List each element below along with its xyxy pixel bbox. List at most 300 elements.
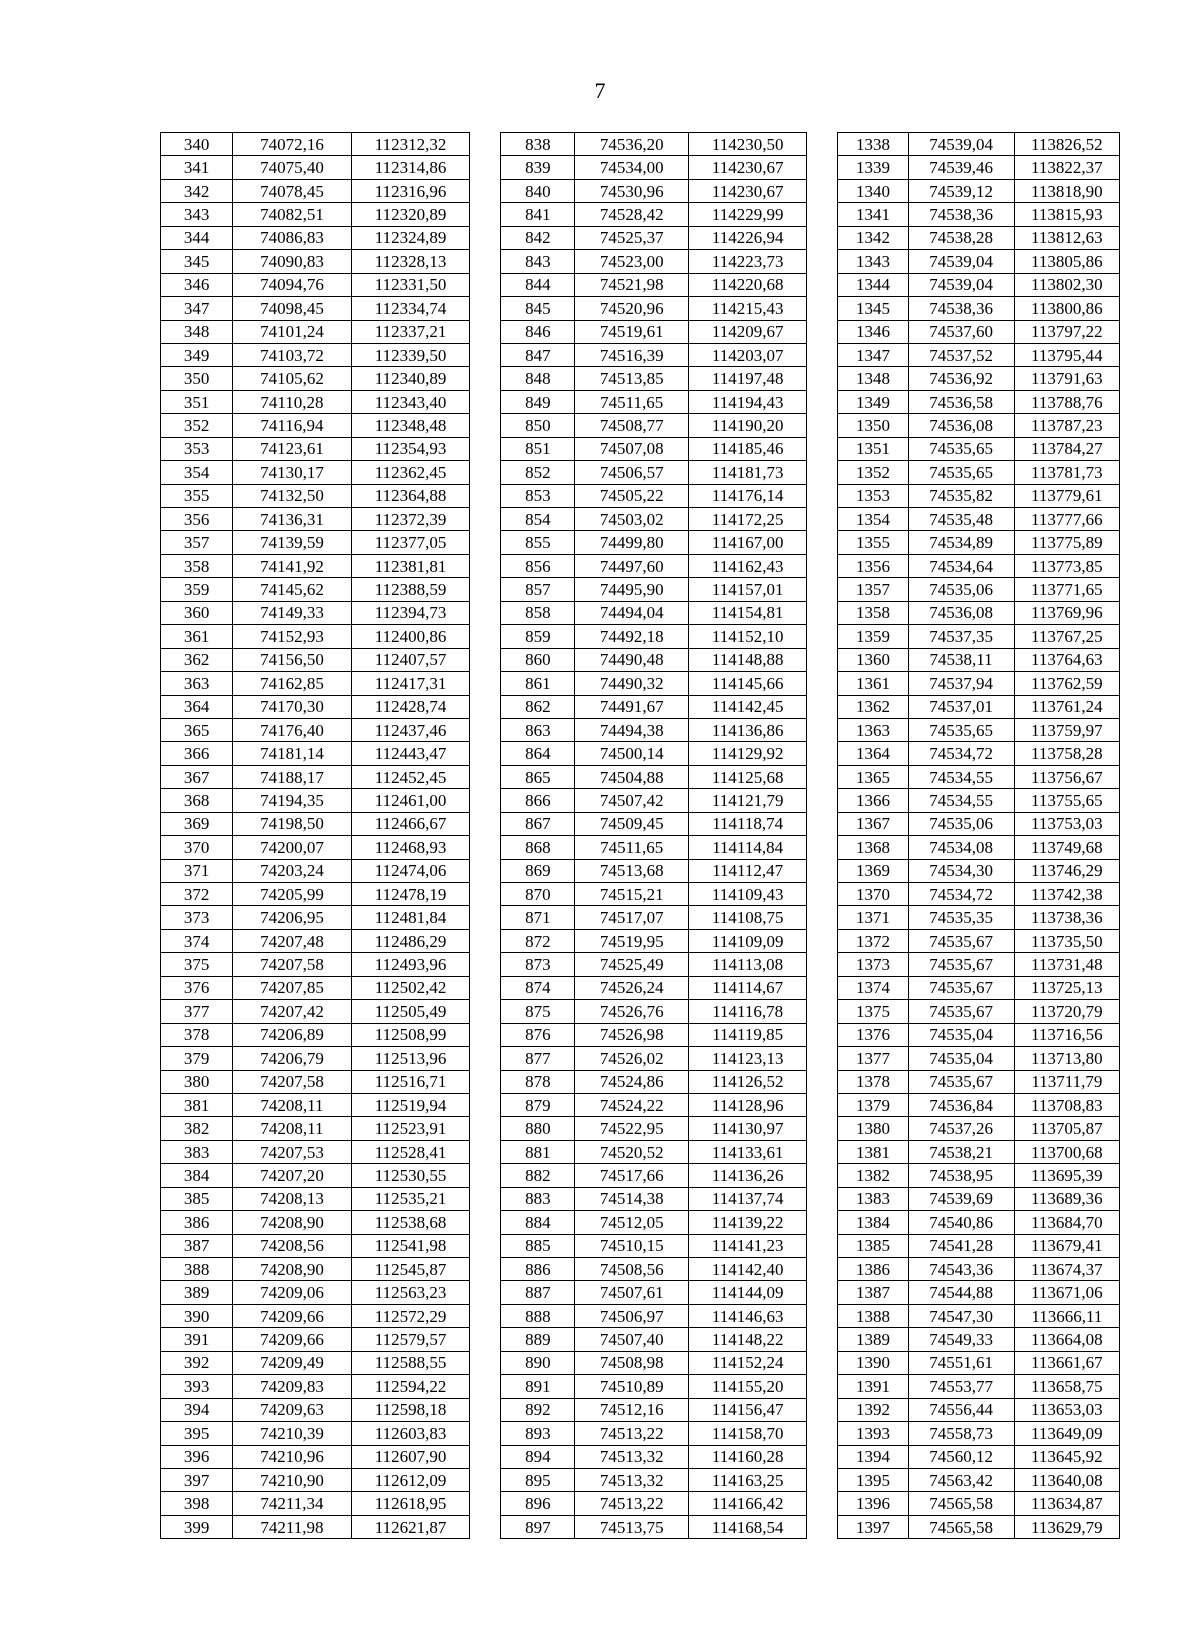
x-coordinate-cell: 74536,08 <box>908 601 1014 624</box>
point-number-cell: 393 <box>161 1375 233 1398</box>
column-group-gap <box>807 226 838 249</box>
x-coordinate-cell: 74523,00 <box>575 250 688 273</box>
x-coordinate-cell: 74537,35 <box>908 625 1014 648</box>
point-number-cell: 390 <box>161 1304 233 1327</box>
x-coordinate-cell: 74536,08 <box>908 414 1014 437</box>
point-number-cell: 1364 <box>838 742 908 765</box>
column-group-gap <box>807 976 838 999</box>
x-coordinate-cell: 74072,16 <box>233 133 352 156</box>
point-number-cell: 1379 <box>838 1093 908 1116</box>
y-coordinate-cell: 113791,63 <box>1014 367 1119 390</box>
x-coordinate-cell: 74513,32 <box>575 1445 688 1468</box>
x-coordinate-cell: 74543,36 <box>908 1258 1014 1281</box>
point-number-cell: 389 <box>161 1281 233 1304</box>
point-number-cell: 892 <box>501 1398 575 1421</box>
y-coordinate-cell: 112312,32 <box>351 133 470 156</box>
column-group-gap <box>807 1304 838 1327</box>
y-coordinate-cell: 114126,52 <box>688 1070 807 1093</box>
x-coordinate-cell: 74537,26 <box>908 1117 1014 1140</box>
point-number-cell: 1361 <box>838 672 908 695</box>
y-coordinate-cell: 113746,29 <box>1014 859 1119 882</box>
point-number-cell: 1386 <box>838 1258 908 1281</box>
column-group-gap <box>470 133 501 156</box>
x-coordinate-cell: 74535,06 <box>908 578 1014 601</box>
point-number-cell: 1370 <box>838 883 908 906</box>
x-coordinate-cell: 74090,83 <box>233 250 352 273</box>
y-coordinate-cell: 112545,87 <box>351 1258 470 1281</box>
x-coordinate-cell: 74524,86 <box>575 1070 688 1093</box>
table-row <box>161 1211 1120 1234</box>
column-group-gap <box>807 1351 838 1374</box>
point-number-cell: 842 <box>501 226 575 249</box>
point-number-cell: 348 <box>161 320 233 343</box>
x-coordinate-cell: 74507,61 <box>575 1281 688 1304</box>
x-coordinate-cell: 74512,16 <box>575 1398 688 1421</box>
column-group-gap <box>470 836 501 859</box>
y-coordinate-cell: 114128,96 <box>688 1093 807 1116</box>
table-row <box>161 1000 1120 1023</box>
table-row <box>161 859 1120 882</box>
column-group-gap <box>470 179 501 202</box>
x-coordinate-cell: 74176,40 <box>233 718 352 741</box>
table-row <box>161 578 1120 601</box>
table-row <box>161 1445 1120 1468</box>
x-coordinate-cell: 74098,45 <box>233 297 352 320</box>
x-coordinate-cell: 74208,11 <box>233 1093 352 1116</box>
table-row <box>161 1093 1120 1116</box>
column-group-gap <box>807 203 838 226</box>
column-group-gap <box>807 836 838 859</box>
x-coordinate-cell: 74203,24 <box>233 859 352 882</box>
y-coordinate-cell: 113658,75 <box>1014 1375 1119 1398</box>
point-number-cell: 868 <box>501 836 575 859</box>
x-coordinate-cell: 74535,67 <box>908 1000 1014 1023</box>
point-number-cell: 1374 <box>838 976 908 999</box>
y-coordinate-cell: 114167,00 <box>688 531 807 554</box>
point-number-cell: 1343 <box>838 250 908 273</box>
column-group-gap <box>470 1445 501 1468</box>
point-number-cell: 387 <box>161 1234 233 1257</box>
x-coordinate-cell: 74209,83 <box>233 1375 352 1398</box>
point-number-cell: 860 <box>501 648 575 671</box>
x-coordinate-cell: 74495,90 <box>575 578 688 601</box>
column-group-gap <box>807 1328 838 1351</box>
y-coordinate-cell: 112541,98 <box>351 1234 470 1257</box>
column-group-gap <box>470 1422 501 1445</box>
x-coordinate-cell: 74536,20 <box>575 133 688 156</box>
x-coordinate-cell: 74539,46 <box>908 156 1014 179</box>
point-number-cell: 888 <box>501 1304 575 1327</box>
x-coordinate-cell: 74494,04 <box>575 601 688 624</box>
y-coordinate-cell: 114113,08 <box>688 953 807 976</box>
column-group-gap <box>470 1328 501 1351</box>
y-coordinate-cell: 114194,43 <box>688 390 807 413</box>
x-coordinate-cell: 74510,15 <box>575 1234 688 1257</box>
y-coordinate-cell: 114156,47 <box>688 1398 807 1421</box>
x-coordinate-cell: 74534,64 <box>908 554 1014 577</box>
point-number-cell: 1344 <box>838 273 908 296</box>
x-coordinate-cell: 74536,84 <box>908 1093 1014 1116</box>
column-group-gap <box>807 1023 838 1046</box>
column-group-gap <box>807 929 838 952</box>
y-coordinate-cell: 114144,09 <box>688 1281 807 1304</box>
y-coordinate-cell: 112519,94 <box>351 1093 470 1116</box>
point-number-cell: 1341 <box>838 203 908 226</box>
y-coordinate-cell: 114220,68 <box>688 273 807 296</box>
point-number-cell: 373 <box>161 906 233 929</box>
y-coordinate-cell: 114168,54 <box>688 1515 807 1538</box>
y-coordinate-cell: 114181,73 <box>688 461 807 484</box>
y-coordinate-cell: 113764,63 <box>1014 648 1119 671</box>
y-coordinate-cell: 112505,49 <box>351 1000 470 1023</box>
y-coordinate-cell: 112400,86 <box>351 625 470 648</box>
y-coordinate-cell: 112607,90 <box>351 1445 470 1468</box>
y-coordinate-cell: 114172,25 <box>688 508 807 531</box>
point-number-cell: 1388 <box>838 1304 908 1327</box>
x-coordinate-cell: 74082,51 <box>233 203 352 226</box>
column-group-gap <box>807 718 838 741</box>
y-coordinate-cell: 113805,86 <box>1014 250 1119 273</box>
y-coordinate-cell: 114160,28 <box>688 1445 807 1468</box>
point-number-cell: 399 <box>161 1515 233 1538</box>
y-coordinate-cell: 113708,83 <box>1014 1093 1119 1116</box>
x-coordinate-cell: 74208,11 <box>233 1117 352 1140</box>
x-coordinate-cell: 74209,06 <box>233 1281 352 1304</box>
y-coordinate-cell: 114209,67 <box>688 320 807 343</box>
x-coordinate-cell: 74534,72 <box>908 883 1014 906</box>
x-coordinate-cell: 74094,76 <box>233 273 352 296</box>
x-coordinate-cell: 74535,67 <box>908 976 1014 999</box>
x-coordinate-cell: 74208,90 <box>233 1258 352 1281</box>
x-coordinate-cell: 74207,20 <box>233 1164 352 1187</box>
point-number-cell: 891 <box>501 1375 575 1398</box>
x-coordinate-cell: 74513,32 <box>575 1468 688 1491</box>
y-coordinate-cell: 112588,55 <box>351 1351 470 1374</box>
x-coordinate-cell: 74210,39 <box>233 1422 352 1445</box>
point-number-cell: 858 <box>501 601 575 624</box>
table-row <box>161 414 1120 437</box>
point-number-cell: 376 <box>161 976 233 999</box>
y-coordinate-cell: 114109,09 <box>688 929 807 952</box>
point-number-cell: 890 <box>501 1351 575 1374</box>
y-coordinate-cell: 113742,38 <box>1014 883 1119 906</box>
y-coordinate-cell: 112493,96 <box>351 953 470 976</box>
y-coordinate-cell: 112621,87 <box>351 1515 470 1538</box>
x-coordinate-cell: 74205,99 <box>233 883 352 906</box>
x-coordinate-cell: 74558,73 <box>908 1422 1014 1445</box>
x-coordinate-cell: 74524,22 <box>575 1093 688 1116</box>
y-coordinate-cell: 112394,73 <box>351 601 470 624</box>
point-number-cell: 398 <box>161 1492 233 1515</box>
y-coordinate-cell: 112314,86 <box>351 156 470 179</box>
table-row <box>161 976 1120 999</box>
x-coordinate-cell: 74211,34 <box>233 1492 352 1515</box>
x-coordinate-cell: 74503,02 <box>575 508 688 531</box>
x-coordinate-cell: 74540,86 <box>908 1211 1014 1234</box>
x-coordinate-cell: 74207,42 <box>233 1000 352 1023</box>
point-number-cell: 369 <box>161 812 233 835</box>
table-row <box>161 508 1120 531</box>
column-group-gap <box>470 625 501 648</box>
point-number-cell: 884 <box>501 1211 575 1234</box>
point-number-cell: 1368 <box>838 836 908 859</box>
y-coordinate-cell: 114230,50 <box>688 133 807 156</box>
point-number-cell: 843 <box>501 250 575 273</box>
table-row <box>161 953 1120 976</box>
column-group-gap <box>807 1047 838 1070</box>
column-group-gap <box>470 437 501 460</box>
y-coordinate-cell: 114114,84 <box>688 836 807 859</box>
point-number-cell: 1342 <box>838 226 908 249</box>
column-group-gap <box>470 789 501 812</box>
y-coordinate-cell: 113731,48 <box>1014 953 1119 976</box>
column-group-gap <box>470 718 501 741</box>
point-number-cell: 1377 <box>838 1047 908 1070</box>
point-number-cell: 867 <box>501 812 575 835</box>
x-coordinate-cell: 74549,33 <box>908 1328 1014 1351</box>
point-number-cell: 349 <box>161 343 233 366</box>
x-coordinate-cell: 74539,69 <box>908 1187 1014 1210</box>
point-number-cell: 397 <box>161 1468 233 1491</box>
y-coordinate-cell: 114118,74 <box>688 812 807 835</box>
x-coordinate-cell: 74209,66 <box>233 1304 352 1327</box>
x-coordinate-cell: 74539,04 <box>908 133 1014 156</box>
x-coordinate-cell: 74520,52 <box>575 1140 688 1163</box>
x-coordinate-cell: 74207,58 <box>233 1070 352 1093</box>
y-coordinate-cell: 112598,18 <box>351 1398 470 1421</box>
x-coordinate-cell: 74507,40 <box>575 1328 688 1351</box>
y-coordinate-cell: 112579,57 <box>351 1328 470 1351</box>
point-number-cell: 375 <box>161 953 233 976</box>
point-number-cell: 845 <box>501 297 575 320</box>
x-coordinate-cell: 74535,06 <box>908 812 1014 835</box>
x-coordinate-cell: 74565,58 <box>908 1515 1014 1538</box>
y-coordinate-cell: 113645,92 <box>1014 1445 1119 1468</box>
x-coordinate-cell: 74526,98 <box>575 1023 688 1046</box>
point-number-cell: 353 <box>161 437 233 460</box>
point-number-cell: 340 <box>161 133 233 156</box>
y-coordinate-cell: 113812,63 <box>1014 226 1119 249</box>
x-coordinate-cell: 74156,50 <box>233 648 352 671</box>
y-coordinate-cell: 112452,45 <box>351 765 470 788</box>
column-group-gap <box>807 1093 838 1116</box>
x-coordinate-cell: 74208,56 <box>233 1234 352 1257</box>
x-coordinate-cell: 74500,14 <box>575 742 688 765</box>
x-coordinate-cell: 74538,95 <box>908 1164 1014 1187</box>
y-coordinate-cell: 112594,22 <box>351 1375 470 1398</box>
table-row <box>161 273 1120 296</box>
y-coordinate-cell: 114137,74 <box>688 1187 807 1210</box>
table-row <box>161 765 1120 788</box>
y-coordinate-cell: 113762,59 <box>1014 672 1119 695</box>
column-group-gap <box>807 742 838 765</box>
x-coordinate-cell: 74526,76 <box>575 1000 688 1023</box>
x-coordinate-cell: 74536,92 <box>908 367 1014 390</box>
y-coordinate-cell: 114114,67 <box>688 976 807 999</box>
column-group-gap <box>470 976 501 999</box>
x-coordinate-cell: 74560,12 <box>908 1445 1014 1468</box>
column-group-gap <box>470 906 501 929</box>
point-number-cell: 367 <box>161 765 233 788</box>
x-coordinate-cell: 74139,59 <box>233 531 352 554</box>
y-coordinate-cell: 112618,95 <box>351 1492 470 1515</box>
table-row <box>161 601 1120 624</box>
x-coordinate-cell: 74535,48 <box>908 508 1014 531</box>
y-coordinate-cell: 114145,66 <box>688 672 807 695</box>
x-coordinate-cell: 74514,38 <box>575 1187 688 1210</box>
x-coordinate-cell: 74491,67 <box>575 695 688 718</box>
y-coordinate-cell: 112474,06 <box>351 859 470 882</box>
y-coordinate-cell: 112481,84 <box>351 906 470 929</box>
point-number-cell: 853 <box>501 484 575 507</box>
y-coordinate-cell: 113784,27 <box>1014 437 1119 460</box>
x-coordinate-cell: 74504,88 <box>575 765 688 788</box>
y-coordinate-cell: 112538,68 <box>351 1211 470 1234</box>
column-group-gap <box>807 1492 838 1515</box>
column-group-gap <box>470 1515 501 1538</box>
x-coordinate-cell: 74535,67 <box>908 953 1014 976</box>
point-number-cell: 1340 <box>838 179 908 202</box>
y-coordinate-cell: 112340,89 <box>351 367 470 390</box>
column-group-gap <box>807 367 838 390</box>
column-group-gap <box>807 320 838 343</box>
y-coordinate-cell: 114190,20 <box>688 414 807 437</box>
x-coordinate-cell: 74534,55 <box>908 789 1014 812</box>
x-coordinate-cell: 74517,07 <box>575 906 688 929</box>
x-coordinate-cell: 74136,31 <box>233 508 352 531</box>
y-coordinate-cell: 113761,24 <box>1014 695 1119 718</box>
point-number-cell: 887 <box>501 1281 575 1304</box>
point-number-cell: 1387 <box>838 1281 908 1304</box>
x-coordinate-cell: 74535,65 <box>908 461 1014 484</box>
x-coordinate-cell: 74513,75 <box>575 1515 688 1538</box>
x-coordinate-cell: 74525,37 <box>575 226 688 249</box>
point-number-cell: 855 <box>501 531 575 554</box>
y-coordinate-cell: 113802,30 <box>1014 273 1119 296</box>
point-number-cell: 861 <box>501 672 575 695</box>
x-coordinate-cell: 74556,44 <box>908 1398 1014 1421</box>
point-number-cell: 379 <box>161 1047 233 1070</box>
point-number-cell: 882 <box>501 1164 575 1187</box>
x-coordinate-cell: 74181,14 <box>233 742 352 765</box>
point-number-cell: 881 <box>501 1140 575 1163</box>
column-group-gap <box>807 578 838 601</box>
x-coordinate-cell: 74553,77 <box>908 1375 1014 1398</box>
x-coordinate-cell: 74207,58 <box>233 953 352 976</box>
y-coordinate-cell: 114226,94 <box>688 226 807 249</box>
column-group-gap <box>470 390 501 413</box>
y-coordinate-cell: 113758,28 <box>1014 742 1119 765</box>
table-row <box>161 1468 1120 1491</box>
y-coordinate-cell: 113773,85 <box>1014 554 1119 577</box>
x-coordinate-cell: 74152,93 <box>233 625 352 648</box>
column-group-gap <box>807 461 838 484</box>
point-number-cell: 384 <box>161 1164 233 1187</box>
y-coordinate-cell: 112324,89 <box>351 226 470 249</box>
point-number-cell: 889 <box>501 1328 575 1351</box>
column-group-gap <box>807 765 838 788</box>
point-number-cell: 359 <box>161 578 233 601</box>
table-row <box>161 718 1120 741</box>
table-row <box>161 812 1120 835</box>
column-group-gap <box>807 1211 838 1234</box>
y-coordinate-cell: 113775,89 <box>1014 531 1119 554</box>
x-coordinate-cell: 74516,39 <box>575 343 688 366</box>
column-group-gap <box>470 273 501 296</box>
x-coordinate-cell: 74170,30 <box>233 695 352 718</box>
column-group-gap <box>807 508 838 531</box>
point-number-cell: 361 <box>161 625 233 648</box>
x-coordinate-cell: 74521,98 <box>575 273 688 296</box>
x-coordinate-cell: 74507,42 <box>575 789 688 812</box>
point-number-cell: 1353 <box>838 484 908 507</box>
x-coordinate-cell: 74116,94 <box>233 414 352 437</box>
y-coordinate-cell: 113800,86 <box>1014 297 1119 320</box>
point-number-cell: 380 <box>161 1070 233 1093</box>
y-coordinate-cell: 114176,14 <box>688 484 807 507</box>
column-group-gap <box>807 789 838 812</box>
y-coordinate-cell: 114185,46 <box>688 437 807 460</box>
table-row <box>161 929 1120 952</box>
y-coordinate-cell: 112513,96 <box>351 1047 470 1070</box>
point-number-cell: 883 <box>501 1187 575 1210</box>
point-number-cell: 885 <box>501 1234 575 1257</box>
column-group-gap <box>807 672 838 695</box>
column-group-gap <box>470 297 501 320</box>
y-coordinate-cell: 112364,88 <box>351 484 470 507</box>
x-coordinate-cell: 74123,61 <box>233 437 352 460</box>
y-coordinate-cell: 113700,68 <box>1014 1140 1119 1163</box>
point-number-cell: 880 <box>501 1117 575 1140</box>
column-group-gap <box>470 1468 501 1491</box>
table-row <box>161 672 1120 695</box>
table-row <box>161 1070 1120 1093</box>
point-number-cell: 848 <box>501 367 575 390</box>
column-group-gap <box>470 1351 501 1374</box>
table-row <box>161 1140 1120 1163</box>
y-coordinate-cell: 113756,67 <box>1014 765 1119 788</box>
x-coordinate-cell: 74534,89 <box>908 531 1014 554</box>
table-row <box>161 906 1120 929</box>
point-number-cell: 876 <box>501 1023 575 1046</box>
y-coordinate-cell: 114157,01 <box>688 578 807 601</box>
x-coordinate-cell: 74492,18 <box>575 625 688 648</box>
point-number-cell: 1382 <box>838 1164 908 1187</box>
x-coordinate-cell: 74536,58 <box>908 390 1014 413</box>
point-number-cell: 350 <box>161 367 233 390</box>
y-coordinate-cell: 114125,68 <box>688 765 807 788</box>
point-number-cell: 1350 <box>838 414 908 437</box>
column-group-gap <box>807 1000 838 1023</box>
point-number-cell: 1396 <box>838 1492 908 1515</box>
x-coordinate-cell: 74506,57 <box>575 461 688 484</box>
point-number-cell: 875 <box>501 1000 575 1023</box>
column-group-gap <box>807 1468 838 1491</box>
y-coordinate-cell: 114215,43 <box>688 297 807 320</box>
point-number-cell: 1366 <box>838 789 908 812</box>
x-coordinate-cell: 74530,96 <box>575 179 688 202</box>
table-row <box>161 367 1120 390</box>
column-group-gap <box>470 461 501 484</box>
x-coordinate-cell: 74508,98 <box>575 1351 688 1374</box>
point-number-cell: 847 <box>501 343 575 366</box>
column-group-gap <box>470 1211 501 1234</box>
x-coordinate-cell: 74519,61 <box>575 320 688 343</box>
point-number-cell: 1363 <box>838 718 908 741</box>
x-coordinate-cell: 74210,90 <box>233 1468 352 1491</box>
y-coordinate-cell: 112362,45 <box>351 461 470 484</box>
x-coordinate-cell: 74528,42 <box>575 203 688 226</box>
